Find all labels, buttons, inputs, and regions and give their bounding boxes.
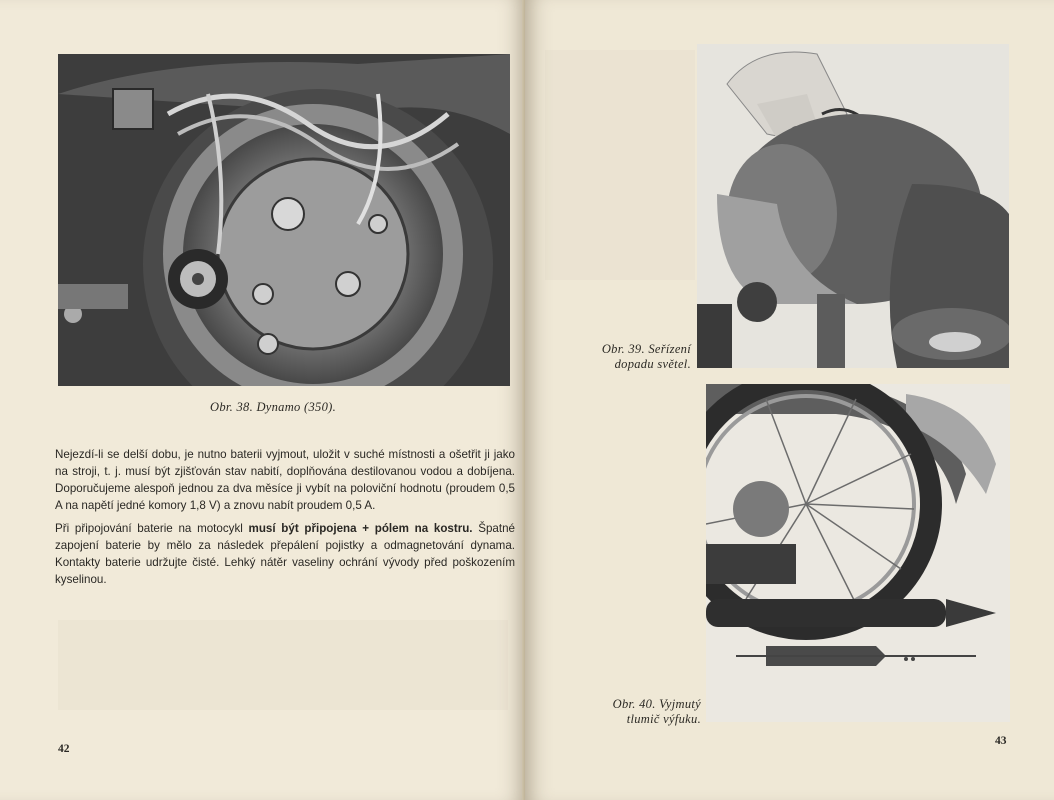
figure-40-exhaust-photo (706, 384, 1010, 722)
figure-39-caption (569, 342, 691, 372)
left-page (0, 0, 525, 800)
figure-40-caption-line1: Obr. 40. Vyjmutý (612, 697, 701, 711)
page-number-left: 42 (58, 743, 70, 755)
show-through-text-right (545, 50, 695, 280)
show-through-text (58, 620, 508, 710)
page-number-right: 43 (995, 735, 1007, 747)
paragraph-1: Nejezdí-li se delší dobu, je nutno baterii vyjmout, uložit v suché místnosti a ošetřit ji jako na stroji, t. j. musí být zjišťován stav nabití, doplňována destilovanou vodou a dobíjena. Doporučujeme alespoň jednou za dva měsíce ji vybít na poloviční hodnotu (proudem 0,5 A na napětí jedné komory 1,8 V) a znovu nabít proudem 0,5 A. (55, 448, 515, 512)
figure-38-dynamo-photo (58, 54, 510, 386)
body-text (55, 446, 515, 594)
figure-40-caption-line2: tlumič výfuku. (626, 712, 701, 726)
figure-40-caption (569, 697, 701, 727)
right-page (525, 0, 1054, 800)
paragraph-2-start: Při připojování baterie na motocykl (55, 522, 249, 535)
paragraph-2-end: Špatné zapojení baterie by mělo za následek přepálení pojistky a odmagnetování dynama. Kontakty baterie udržujte čisté. Lehký nátěr vaseliny ochrání vývody před poškozením kyselinou. (55, 522, 515, 586)
figure-38-caption: Obr. 38. Dynamo (350). (210, 400, 337, 414)
figure-39-caption-line2: dopadu světel. (614, 357, 691, 371)
paragraph-2 (55, 520, 515, 588)
paragraph-2-bold: musí být připojena + pólem na kostru. (248, 522, 473, 535)
figure-39-headlight-photo (697, 44, 1009, 368)
figure-39-caption-line1: Obr. 39. Seřízení (601, 342, 691, 356)
